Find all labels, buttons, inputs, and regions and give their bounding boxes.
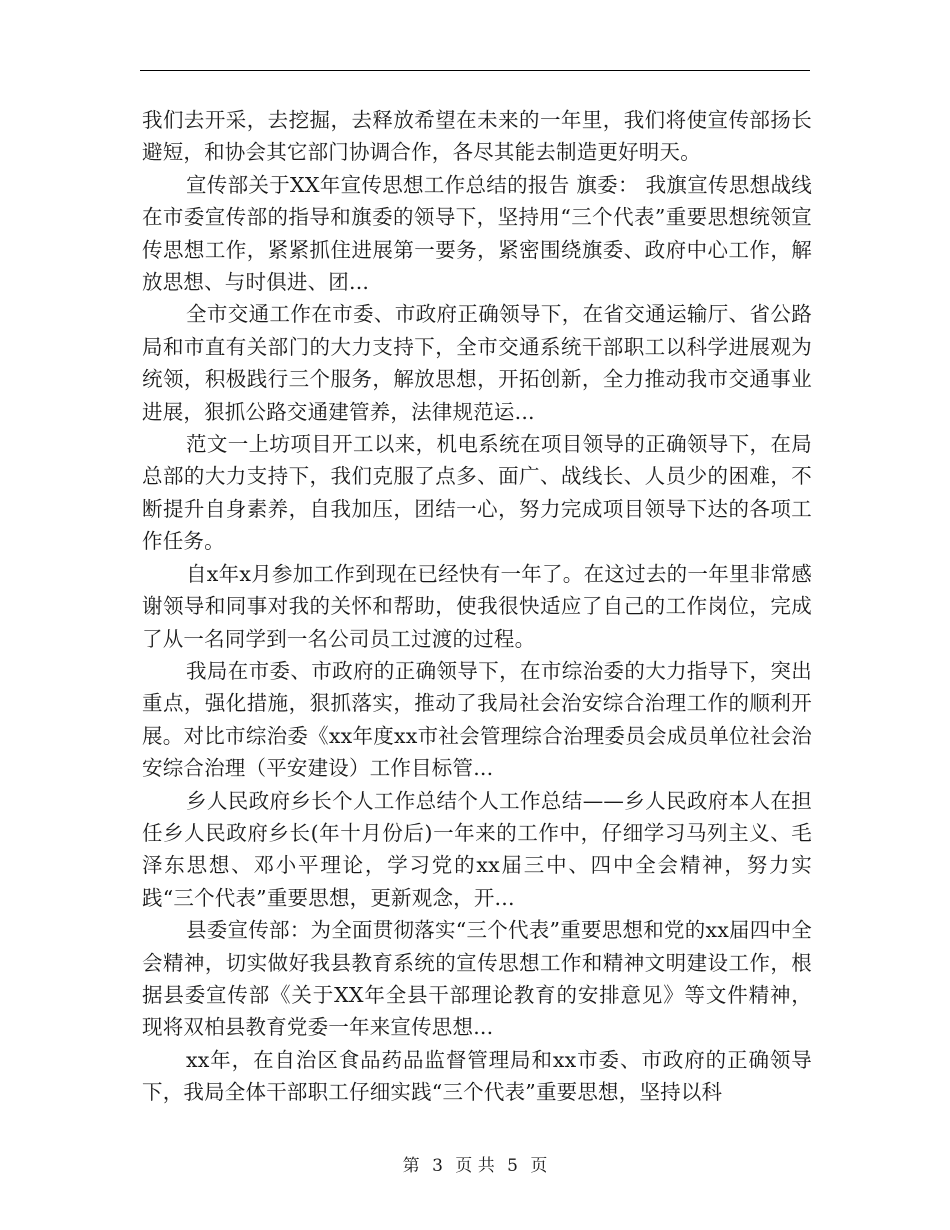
paragraph: xx年，在自治区食品药品监督管理局和xx市委、市政府的正确领导下，我局全体干部职工仔细实践“三个代表”重要思想，坚持以科 [142, 1047, 812, 1105]
paragraph: 自x年x月参加工作到现在已经快有一年了。在这过去的一年里非常感谢领导和同事对我的关怀和帮助，使我很快适应了自己的工作岗位，完成了从一名同学到一名公司员工过渡的过程。 [142, 561, 812, 651]
paragraph: 乡人民政府乡长个人工作总结个人工作总结——乡人民政府本人在担任乡人民政府乡长(年十月份后)一年来的工作中，仔细学习马列主义、毛泽东思想、邓小平理论，学习党的xx届三中、四中全会精神，努力实践“三个代表”重要思想，更新观念，开... [142, 788, 812, 910]
page-footer [0, 1154, 950, 1178]
paragraph: 我们去开采，去挖掘，去释放希望在未来的一年里，我们将使宣传部扬长避短，和协会其它部门协调合作，各尽其能去制造更好明天。 [142, 108, 812, 165]
document-body [142, 104, 812, 1109]
footer-prefix: 第 [402, 1156, 420, 1176]
paragraph: 范文一上坊项目开工以来，机电系统在项目领导的正确领导下，在局总部的大力支持下，我们克服了点多、面广、战线长、人员少的困难，不断提升自身素养，自我加压，团结一心，努力完成项目领导下达的各项工作任务。 [142, 432, 812, 554]
footer-middle: 页 共 [455, 1156, 495, 1176]
footer-suffix: 页 [530, 1156, 548, 1176]
paragraph: 全市交通工作在市委、市政府正确领导下，在省交通运输厅、省公路局和市直有关部门的大力支持下，全市交通系统干部职工以科学进展观为统领，积极践行三个服务，解放思想，开拓创新，全力推动我市交通事业进展，狠抓公路交通建管养，法律规范运... [142, 302, 812, 424]
current-page-number: 3 [432, 1156, 443, 1176]
header-rule [140, 70, 810, 71]
paragraph: 我局在市委、市政府的正确领导下，在市综治委的大力指导下，突出重点，强化措施，狠抓落实，推动了我局社会治安综合治理工作的顺利开展。对比市综治委《xx年度xx市社会管理综合治理委员会成员单位社会治安综合治理（平安建设）工作目标管... [142, 658, 812, 781]
paragraph: 县委宣传部：为全面贯彻落实“三个代表”重要思想和党的xx届四中全会精神，切实做好我县教育系统的宣传思想工作和精神文明建设工作，根据县委宣传部《关于XX年全县干部理论教育的安排意见》等文件精神，现将双柏县教育党委一年来宣传思想... [142, 918, 812, 1040]
paragraph: 宣传部关于XX年宣传思想工作总结的报告 旗委： 我旗宣传思想战线在市委宣传部的指导和旗委的领导下，坚持用“三个代表”重要思想统领宣传思想工作，紧紧抓住进展第一要务，紧密围绕旗委、政府中心工作，解放思想、与时俱进、团... [142, 172, 812, 295]
total-pages-number: 5 [507, 1156, 518, 1176]
